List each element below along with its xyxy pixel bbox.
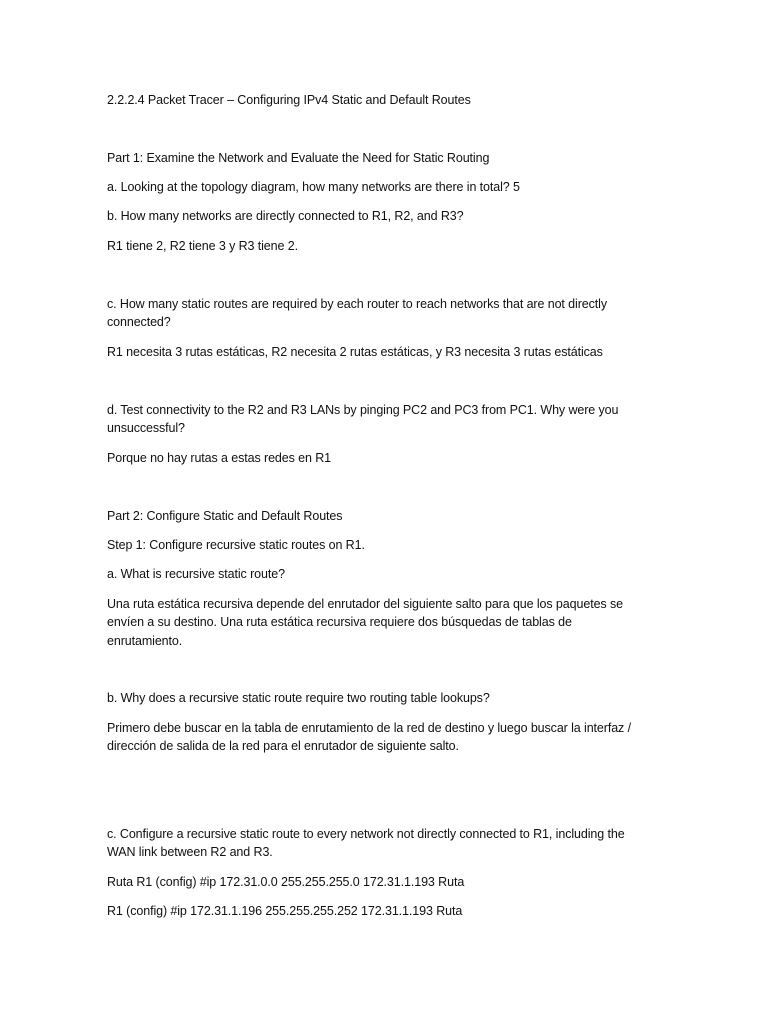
part2-answer-a-line2: envíen a su destino. Una ruta estática recursiva requiere dos búsquedas de tablas de (107, 615, 572, 629)
answer-d: Porque no hay rutas a estas redes en R1 (107, 451, 332, 465)
route-command-2: R1 (config) #ip 172.31.1.196 255.255.255.252 172.31.1.193 Ruta (107, 904, 463, 918)
part2-answer-b-line1: Primero debe buscar en la tabla de enrutamiento de la red de destino y luego buscar la interfaz / (107, 721, 631, 735)
part2-heading: Part 2: Configure Static and Default Routes (107, 509, 343, 523)
part2-question-c-line1: c. Configure a recursive static route to every network not directly connected to R1, including the (107, 827, 625, 841)
question-d-line2: unsuccessful? (107, 421, 185, 435)
question-c-line2: connected? (107, 315, 171, 329)
part2-question-b: b. Why does a recursive static route require two routing table lookups? (107, 691, 490, 705)
part1-heading: Part 1: Examine the Network and Evaluate the Need for Static Routing (107, 151, 490, 165)
part2-question-a: a. What is recursive static route? (107, 567, 285, 581)
question-a: a. Looking at the topology diagram, how many networks are there in total? 5 (107, 180, 520, 194)
step1: Step 1: Configure recursive static routes on R1. (107, 538, 365, 552)
question-b: b. How many networks are directly connected to R1, R2, and R3? (107, 209, 464, 223)
answer-c: R1 necesita 3 rutas estáticas, R2 necesita 2 rutas estáticas, y R3 necesita 3 rutas estáticas (107, 345, 603, 359)
document-title: 2.2.2.4 Packet Tracer – Configuring IPv4 Static and Default Routes (107, 93, 471, 107)
answer-b: R1 tiene 2, R2 tiene 3 y R3 tiene 2. (107, 239, 298, 253)
question-d-line1: d. Test connectivity to the R2 and R3 LANs by pinging PC2 and PC3 from PC1. Why were you (107, 403, 619, 417)
part2-question-c-line2: WAN link between R2 and R3. (107, 845, 273, 859)
part2-answer-b-line2: dirección de salida de la red para el enrutador de siguiente salto. (107, 739, 459, 753)
route-command-1: Ruta R1 (config) #ip 172.31.0.0 255.255.255.0 172.31.1.193 Ruta (107, 875, 465, 889)
question-c-line1: c. How many static routes are required by each router to reach networks that are not directly (107, 297, 607, 311)
part2-answer-a-line3: enrutamiento. (107, 634, 183, 648)
part2-answer-a-line1: Una ruta estática recursiva depende del enrutador del siguiente salto para que los paquetes se (107, 597, 623, 611)
